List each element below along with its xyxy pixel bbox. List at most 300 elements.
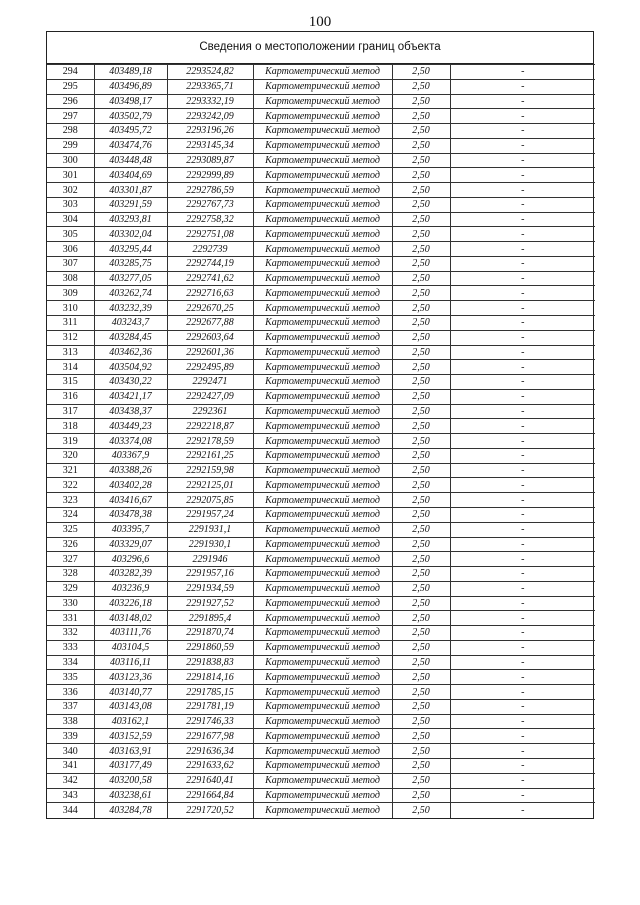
point-number-cell: 336 [47,685,94,700]
description-cell: - [450,626,595,641]
description-cell: - [450,227,595,242]
point-number-cell: 342 [47,773,94,788]
table-row [47,168,595,183]
boundary-points-table [47,64,595,818]
x-coordinate-cell: 403438,37 [94,404,167,419]
y-coordinate-cell: 2293365,71 [167,79,253,94]
method-cell: Картометрический метод [253,138,392,153]
x-coordinate-cell: 403236,9 [94,581,167,596]
y-coordinate-cell: 2291895,4 [167,611,253,626]
precision-cell: 2,50 [392,803,450,818]
method-cell: Картометрический метод [253,153,392,168]
table-row [47,803,595,818]
table-row [47,507,595,522]
point-number-cell: 332 [47,626,94,641]
method-cell: Картометрический метод [253,360,392,375]
point-number-cell: 318 [47,419,94,434]
method-cell: Картометрический метод [253,389,392,404]
description-cell: - [450,65,595,80]
description-cell: - [450,478,595,493]
method-cell: Картометрический метод [253,581,392,596]
y-coordinate-cell: 2291957,16 [167,567,253,582]
x-coordinate-cell: 403496,89 [94,79,167,94]
point-number-cell: 301 [47,168,94,183]
y-coordinate-cell: 2293196,26 [167,124,253,139]
y-coordinate-cell: 2292739 [167,242,253,257]
y-coordinate-cell: 2291781,19 [167,699,253,714]
method-cell: Картометрический метод [253,626,392,641]
y-coordinate-cell: 2292786,59 [167,183,253,198]
description-cell: - [450,242,595,257]
precision-cell: 2,50 [392,626,450,641]
method-cell: Картометрический метод [253,640,392,655]
point-number-cell: 324 [47,507,94,522]
point-number-cell: 303 [47,197,94,212]
method-cell: Картометрический метод [253,463,392,478]
point-number-cell: 326 [47,537,94,552]
method-cell: Картометрический метод [253,552,392,567]
method-cell: Картометрический метод [253,168,392,183]
x-coordinate-cell: 403226,18 [94,596,167,611]
description-cell: - [450,744,595,759]
description-cell: - [450,758,595,773]
y-coordinate-cell: 2292716,63 [167,286,253,301]
y-coordinate-cell: 2291664,84 [167,788,253,803]
method-cell: Картометрический метод [253,404,392,419]
point-number-cell: 344 [47,803,94,818]
method-cell: Картометрический метод [253,345,392,360]
point-number-cell: 294 [47,65,94,80]
precision-cell: 2,50 [392,138,450,153]
precision-cell: 2,50 [392,197,450,212]
description-cell: - [450,788,595,803]
table-row [47,94,595,109]
y-coordinate-cell: 2291927,52 [167,596,253,611]
table-row [47,493,595,508]
y-coordinate-cell: 2292601,36 [167,345,253,360]
precision-cell: 2,50 [392,153,450,168]
method-cell: Картометрический метод [253,109,392,124]
precision-cell: 2,50 [392,567,450,582]
y-coordinate-cell: 2291720,52 [167,803,253,818]
description-cell: - [450,197,595,212]
table-row [47,419,595,434]
precision-cell: 2,50 [392,699,450,714]
y-coordinate-cell: 2292161,25 [167,448,253,463]
table-row [47,699,595,714]
precision-cell: 2,50 [392,478,450,493]
point-number-cell: 307 [47,256,94,271]
description-cell: - [450,183,595,198]
table-row [47,212,595,227]
precision-cell: 2,50 [392,109,450,124]
method-cell: Картометрический метод [253,227,392,242]
x-coordinate-cell: 403402,28 [94,478,167,493]
x-coordinate-cell: 403277,05 [94,271,167,286]
y-coordinate-cell: 2293089,87 [167,153,253,168]
point-number-cell: 339 [47,729,94,744]
y-coordinate-cell: 2293332,19 [167,94,253,109]
point-number-cell: 323 [47,493,94,508]
method-cell: Картометрический метод [253,744,392,759]
table-row [47,640,595,655]
point-number-cell: 331 [47,611,94,626]
y-coordinate-cell: 2291746,33 [167,714,253,729]
precision-cell: 2,50 [392,183,450,198]
x-coordinate-cell: 403449,23 [94,419,167,434]
method-cell: Картометрический метод [253,699,392,714]
y-coordinate-cell: 2293145,34 [167,138,253,153]
table-row [47,271,595,286]
method-cell: Картометрический метод [253,65,392,80]
y-coordinate-cell: 2291931,1 [167,522,253,537]
method-cell: Картометрический метод [253,611,392,626]
y-coordinate-cell: 2292495,89 [167,360,253,375]
precision-cell: 2,50 [392,448,450,463]
sheet-title: Сведения о местоположении границ объекта [47,32,593,64]
y-coordinate-cell: 2292218,87 [167,419,253,434]
table-row [47,581,595,596]
method-cell: Картометрический метод [253,124,392,139]
precision-cell: 2,50 [392,611,450,626]
x-coordinate-cell: 403295,44 [94,242,167,257]
method-cell: Картометрический метод [253,537,392,552]
precision-cell: 2,50 [392,685,450,700]
table-row [47,537,595,552]
description-cell: - [450,375,595,390]
precision-cell: 2,50 [392,463,450,478]
x-coordinate-cell: 403388,26 [94,463,167,478]
table-row [47,463,595,478]
method-cell: Картометрический метод [253,242,392,257]
method-cell: Картометрический метод [253,316,392,331]
description-cell: - [450,79,595,94]
point-number-cell: 341 [47,758,94,773]
point-number-cell: 315 [47,375,94,390]
x-coordinate-cell: 403421,17 [94,389,167,404]
y-coordinate-cell: 2291636,34 [167,744,253,759]
point-number-cell: 343 [47,788,94,803]
description-cell: - [450,685,595,700]
precision-cell: 2,50 [392,168,450,183]
point-number-cell: 338 [47,714,94,729]
y-coordinate-cell: 2291870,74 [167,626,253,641]
description-cell: - [450,581,595,596]
table-row [47,301,595,316]
precision-cell: 2,50 [392,537,450,552]
method-cell: Картометрический метод [253,197,392,212]
precision-cell: 2,50 [392,242,450,257]
precision-cell: 2,50 [392,714,450,729]
point-number-cell: 300 [47,153,94,168]
y-coordinate-cell: 2291934,59 [167,581,253,596]
x-coordinate-cell: 403111,76 [94,626,167,641]
point-number-cell: 309 [47,286,94,301]
description-cell: - [450,330,595,345]
table-row [47,434,595,449]
x-coordinate-cell: 403104,5 [94,640,167,655]
method-cell: Картометрический метод [253,448,392,463]
y-coordinate-cell: 2291814,16 [167,670,253,685]
point-number-cell: 340 [47,744,94,759]
description-cell: - [450,434,595,449]
y-coordinate-cell: 2292744,19 [167,256,253,271]
description-cell: - [450,596,595,611]
method-cell: Картометрический метод [253,685,392,700]
precision-cell: 2,50 [392,316,450,331]
x-coordinate-cell: 403238,61 [94,788,167,803]
method-cell: Картометрический метод [253,670,392,685]
y-coordinate-cell: 2292677,88 [167,316,253,331]
x-coordinate-cell: 403291,59 [94,197,167,212]
table-row [47,389,595,404]
x-coordinate-cell: 403329,07 [94,537,167,552]
point-number-cell: 296 [47,94,94,109]
method-cell: Картометрический метод [253,301,392,316]
table-row [47,375,595,390]
point-number-cell: 327 [47,552,94,567]
x-coordinate-cell: 403302,04 [94,227,167,242]
table-row [47,404,595,419]
point-number-cell: 298 [47,124,94,139]
table-row [47,256,595,271]
description-cell: - [450,463,595,478]
table-row [47,714,595,729]
x-coordinate-cell: 403474,76 [94,138,167,153]
method-cell: Картометрический метод [253,183,392,198]
x-coordinate-cell: 403498,17 [94,94,167,109]
precision-cell: 2,50 [392,640,450,655]
method-cell: Картометрический метод [253,507,392,522]
x-coordinate-cell: 403285,75 [94,256,167,271]
table-row [47,138,595,153]
precision-cell: 2,50 [392,271,450,286]
precision-cell: 2,50 [392,507,450,522]
x-coordinate-cell: 403148,02 [94,611,167,626]
precision-cell: 2,50 [392,124,450,139]
precision-cell: 2,50 [392,330,450,345]
x-coordinate-cell: 403123,36 [94,670,167,685]
x-coordinate-cell: 403282,39 [94,567,167,582]
precision-cell: 2,50 [392,552,450,567]
precision-cell: 2,50 [392,655,450,670]
point-number-cell: 302 [47,183,94,198]
precision-cell: 2,50 [392,404,450,419]
x-coordinate-cell: 403284,45 [94,330,167,345]
precision-cell: 2,50 [392,773,450,788]
table-row [47,197,595,212]
method-cell: Картометрический метод [253,493,392,508]
y-coordinate-cell: 2291957,24 [167,507,253,522]
point-number-cell: 320 [47,448,94,463]
description-cell: - [450,507,595,522]
point-number-cell: 311 [47,316,94,331]
description-cell: - [450,655,595,670]
x-coordinate-cell: 403200,58 [94,773,167,788]
precision-cell: 2,50 [392,493,450,508]
description-cell: - [450,286,595,301]
description-cell: - [450,493,595,508]
precision-cell: 2,50 [392,419,450,434]
x-coordinate-cell: 403367,9 [94,448,167,463]
x-coordinate-cell: 403284,78 [94,803,167,818]
point-number-cell: 321 [47,463,94,478]
x-coordinate-cell: 403232,39 [94,301,167,316]
x-coordinate-cell: 403502,79 [94,109,167,124]
table-row [47,744,595,759]
description-cell: - [450,271,595,286]
table-row [47,286,595,301]
point-number-cell: 308 [47,271,94,286]
point-number-cell: 319 [47,434,94,449]
table-row [47,227,595,242]
point-number-cell: 295 [47,79,94,94]
description-cell: - [450,138,595,153]
description-cell: - [450,124,595,139]
x-coordinate-cell: 403404,69 [94,168,167,183]
y-coordinate-cell: 2291930,1 [167,537,253,552]
y-coordinate-cell: 2292159,98 [167,463,253,478]
description-cell: - [450,611,595,626]
description-cell: - [450,389,595,404]
point-number-cell: 328 [47,567,94,582]
x-coordinate-cell: 403395,7 [94,522,167,537]
description-cell: - [450,448,595,463]
table-row [47,448,595,463]
precision-cell: 2,50 [392,301,450,316]
method-cell: Картометрический метод [253,419,392,434]
precision-cell: 2,50 [392,729,450,744]
point-number-cell: 306 [47,242,94,257]
y-coordinate-cell: 2292741,62 [167,271,253,286]
point-number-cell: 314 [47,360,94,375]
table-row [47,153,595,168]
method-cell: Картометрический метод [253,567,392,582]
point-number-cell: 316 [47,389,94,404]
x-coordinate-cell: 403296,6 [94,552,167,567]
method-cell: Картометрический метод [253,522,392,537]
method-cell: Картометрический метод [253,758,392,773]
x-coordinate-cell: 403140,77 [94,685,167,700]
precision-cell: 2,50 [392,788,450,803]
precision-cell: 2,50 [392,744,450,759]
x-coordinate-cell: 403495,72 [94,124,167,139]
table-row [47,242,595,257]
y-coordinate-cell: 2292075,85 [167,493,253,508]
y-coordinate-cell: 2292603,64 [167,330,253,345]
description-cell: - [450,640,595,655]
method-cell: Картометрический метод [253,655,392,670]
x-coordinate-cell: 403143,08 [94,699,167,714]
y-coordinate-cell: 2292178,59 [167,434,253,449]
y-coordinate-cell: 2292361 [167,404,253,419]
description-cell: - [450,714,595,729]
x-coordinate-cell: 403504,92 [94,360,167,375]
description-cell: - [450,301,595,316]
point-number-cell: 335 [47,670,94,685]
description-cell: - [450,94,595,109]
precision-cell: 2,50 [392,581,450,596]
description-cell: - [450,256,595,271]
point-number-cell: 322 [47,478,94,493]
method-cell: Картометрический метод [253,212,392,227]
precision-cell: 2,50 [392,286,450,301]
y-coordinate-cell: 2291677,98 [167,729,253,744]
x-coordinate-cell: 403416,67 [94,493,167,508]
table-row [47,655,595,670]
table-row [47,360,595,375]
x-coordinate-cell: 403293,81 [94,212,167,227]
table-row [47,567,595,582]
method-cell: Картометрический метод [253,256,392,271]
x-coordinate-cell: 403152,59 [94,729,167,744]
precision-cell: 2,50 [392,434,450,449]
x-coordinate-cell: 403162,1 [94,714,167,729]
precision-cell: 2,50 [392,389,450,404]
table-row [47,183,595,198]
point-number-cell: 304 [47,212,94,227]
y-coordinate-cell: 2292767,73 [167,197,253,212]
method-cell: Картометрический метод [253,94,392,109]
y-coordinate-cell: 2292999,89 [167,168,253,183]
precision-cell: 2,50 [392,375,450,390]
method-cell: Картометрический метод [253,434,392,449]
description-cell: - [450,729,595,744]
description-cell: - [450,419,595,434]
y-coordinate-cell: 2291838,83 [167,655,253,670]
precision-cell: 2,50 [392,522,450,537]
table-row [47,109,595,124]
method-cell: Картометрический метод [253,271,392,286]
x-coordinate-cell: 403374,08 [94,434,167,449]
y-coordinate-cell: 2292751,08 [167,227,253,242]
y-coordinate-cell: 2292125,01 [167,478,253,493]
precision-cell: 2,50 [392,670,450,685]
table-row [47,478,595,493]
y-coordinate-cell: 2292471 [167,375,253,390]
point-number-cell: 330 [47,596,94,611]
point-number-cell: 310 [47,301,94,316]
precision-cell: 2,50 [392,345,450,360]
table-body [47,65,595,818]
table-row [47,611,595,626]
table-row [47,79,595,94]
point-number-cell: 313 [47,345,94,360]
x-coordinate-cell: 403462,36 [94,345,167,360]
y-coordinate-cell: 2291633,62 [167,758,253,773]
method-cell: Картометрический метод [253,79,392,94]
point-number-cell: 334 [47,655,94,670]
x-coordinate-cell: 403448,48 [94,153,167,168]
precision-cell: 2,50 [392,596,450,611]
method-cell: Картометрический метод [253,330,392,345]
point-number-cell: 299 [47,138,94,153]
precision-cell: 2,50 [392,94,450,109]
table-row [47,124,595,139]
description-cell: - [450,670,595,685]
description-cell: - [450,803,595,818]
y-coordinate-cell: 2291860,59 [167,640,253,655]
y-coordinate-cell: 2292758,32 [167,212,253,227]
x-coordinate-cell: 403489,18 [94,65,167,80]
table-row [47,729,595,744]
x-coordinate-cell: 403301,87 [94,183,167,198]
point-number-cell: 312 [47,330,94,345]
point-number-cell: 305 [47,227,94,242]
description-cell: - [450,404,595,419]
table-row [47,65,595,80]
point-number-cell: 297 [47,109,94,124]
